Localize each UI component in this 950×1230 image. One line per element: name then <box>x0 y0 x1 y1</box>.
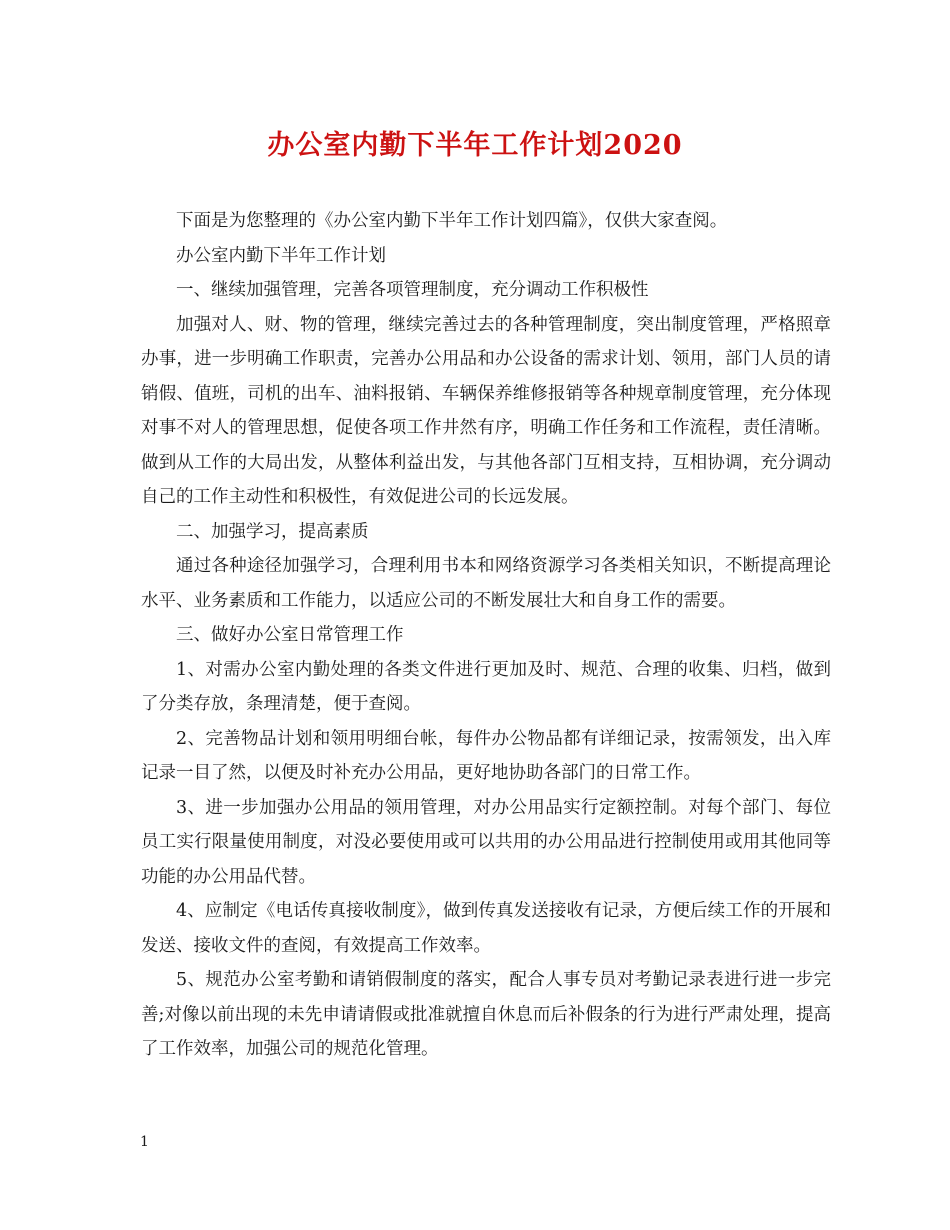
list-item: 4、应制定《电话传真接收制度》，做到传真发送接收有记录，方便后续工作的开展和发送、接收文件的查阅，有效提高工作效率。 <box>141 901 831 956</box>
intro-paragraph: 下面是为您整理的《办公室内勤下半年工作计划四篇》，仅供大家查阅。 <box>176 211 728 231</box>
list-item: 3、进一步加强办公用品的领用管理，对办公用品实行定额控制。对每个部门、每位员工实行限量使用制度，对没必要使用或可以共用的办公用品进行控制使用或用其他同等功能的办公用品代替。 <box>141 797 831 887</box>
body-paragraph: 加强对人、财、物的管理，继续完善过去的各种管理制度，突出制度管理，严格照章办事，进一步明确工作职责，完善办公用品和办公设备的需求计划、领用，部门人员的请销假、值班，司机的出车、油料报销、车辆保养维修报销等各种规章制度管理，充分体现对事不对人的管理思想，促使各项工作井然有序，明确工作任务和工作流程，责任清晰。做到从工作的大局出发，从整体利益出发，与其他各部门互相支持，互相协调，充分调动自己的工作主动性和积极性，有效促进公司的长远发展。 <box>141 314 831 507</box>
list-item: 5、规范办公室考勤和请销假制度的落实，配合人事专员对考勤记录表进行进一步完善;对像以前出现的未先申请请假或批准就擅自休息而后补假条的行为进行严肃处理，提高了工作效率，加强公司的规范化管理。 <box>141 970 831 1059</box>
section-heading-1: 一、继续加强管理，完善各项管理制度，充分调动工作积极性 <box>176 280 649 300</box>
body-paragraph: 通过各种途径加强学习，合理利用书本和网络资源学习各类相关知识，不断提高理论水平、业务素质和工作能力，以适应公司的不断发展壮大和自身工作的需要。 <box>141 556 831 611</box>
document-title: 办公室内勤下半年工作计划2020 <box>267 130 683 161</box>
page-number: 1 <box>140 1134 149 1150</box>
list-item: 2、完善物品计划和领用明细台帐，每件办公物品都有详细记录，按需领发，出入库记录一目了然，以便及时补充办公用品，更好地协助各部门的日常工作。 <box>141 728 831 783</box>
section-heading-2: 二、加强学习，提高素质 <box>176 521 369 542</box>
list-item: 1、对需办公室内勤处理的各类文件进行更加及时、规范、合理的收集、归档，做到了分类存放，条理清楚，便于查阅。 <box>141 659 831 714</box>
section-heading-3: 三、做好办公室日常管理工作 <box>176 625 404 645</box>
section-heading: 办公室内勤下半年工作计划 <box>176 245 386 266</box>
document-body <box>141 204 831 1067</box>
